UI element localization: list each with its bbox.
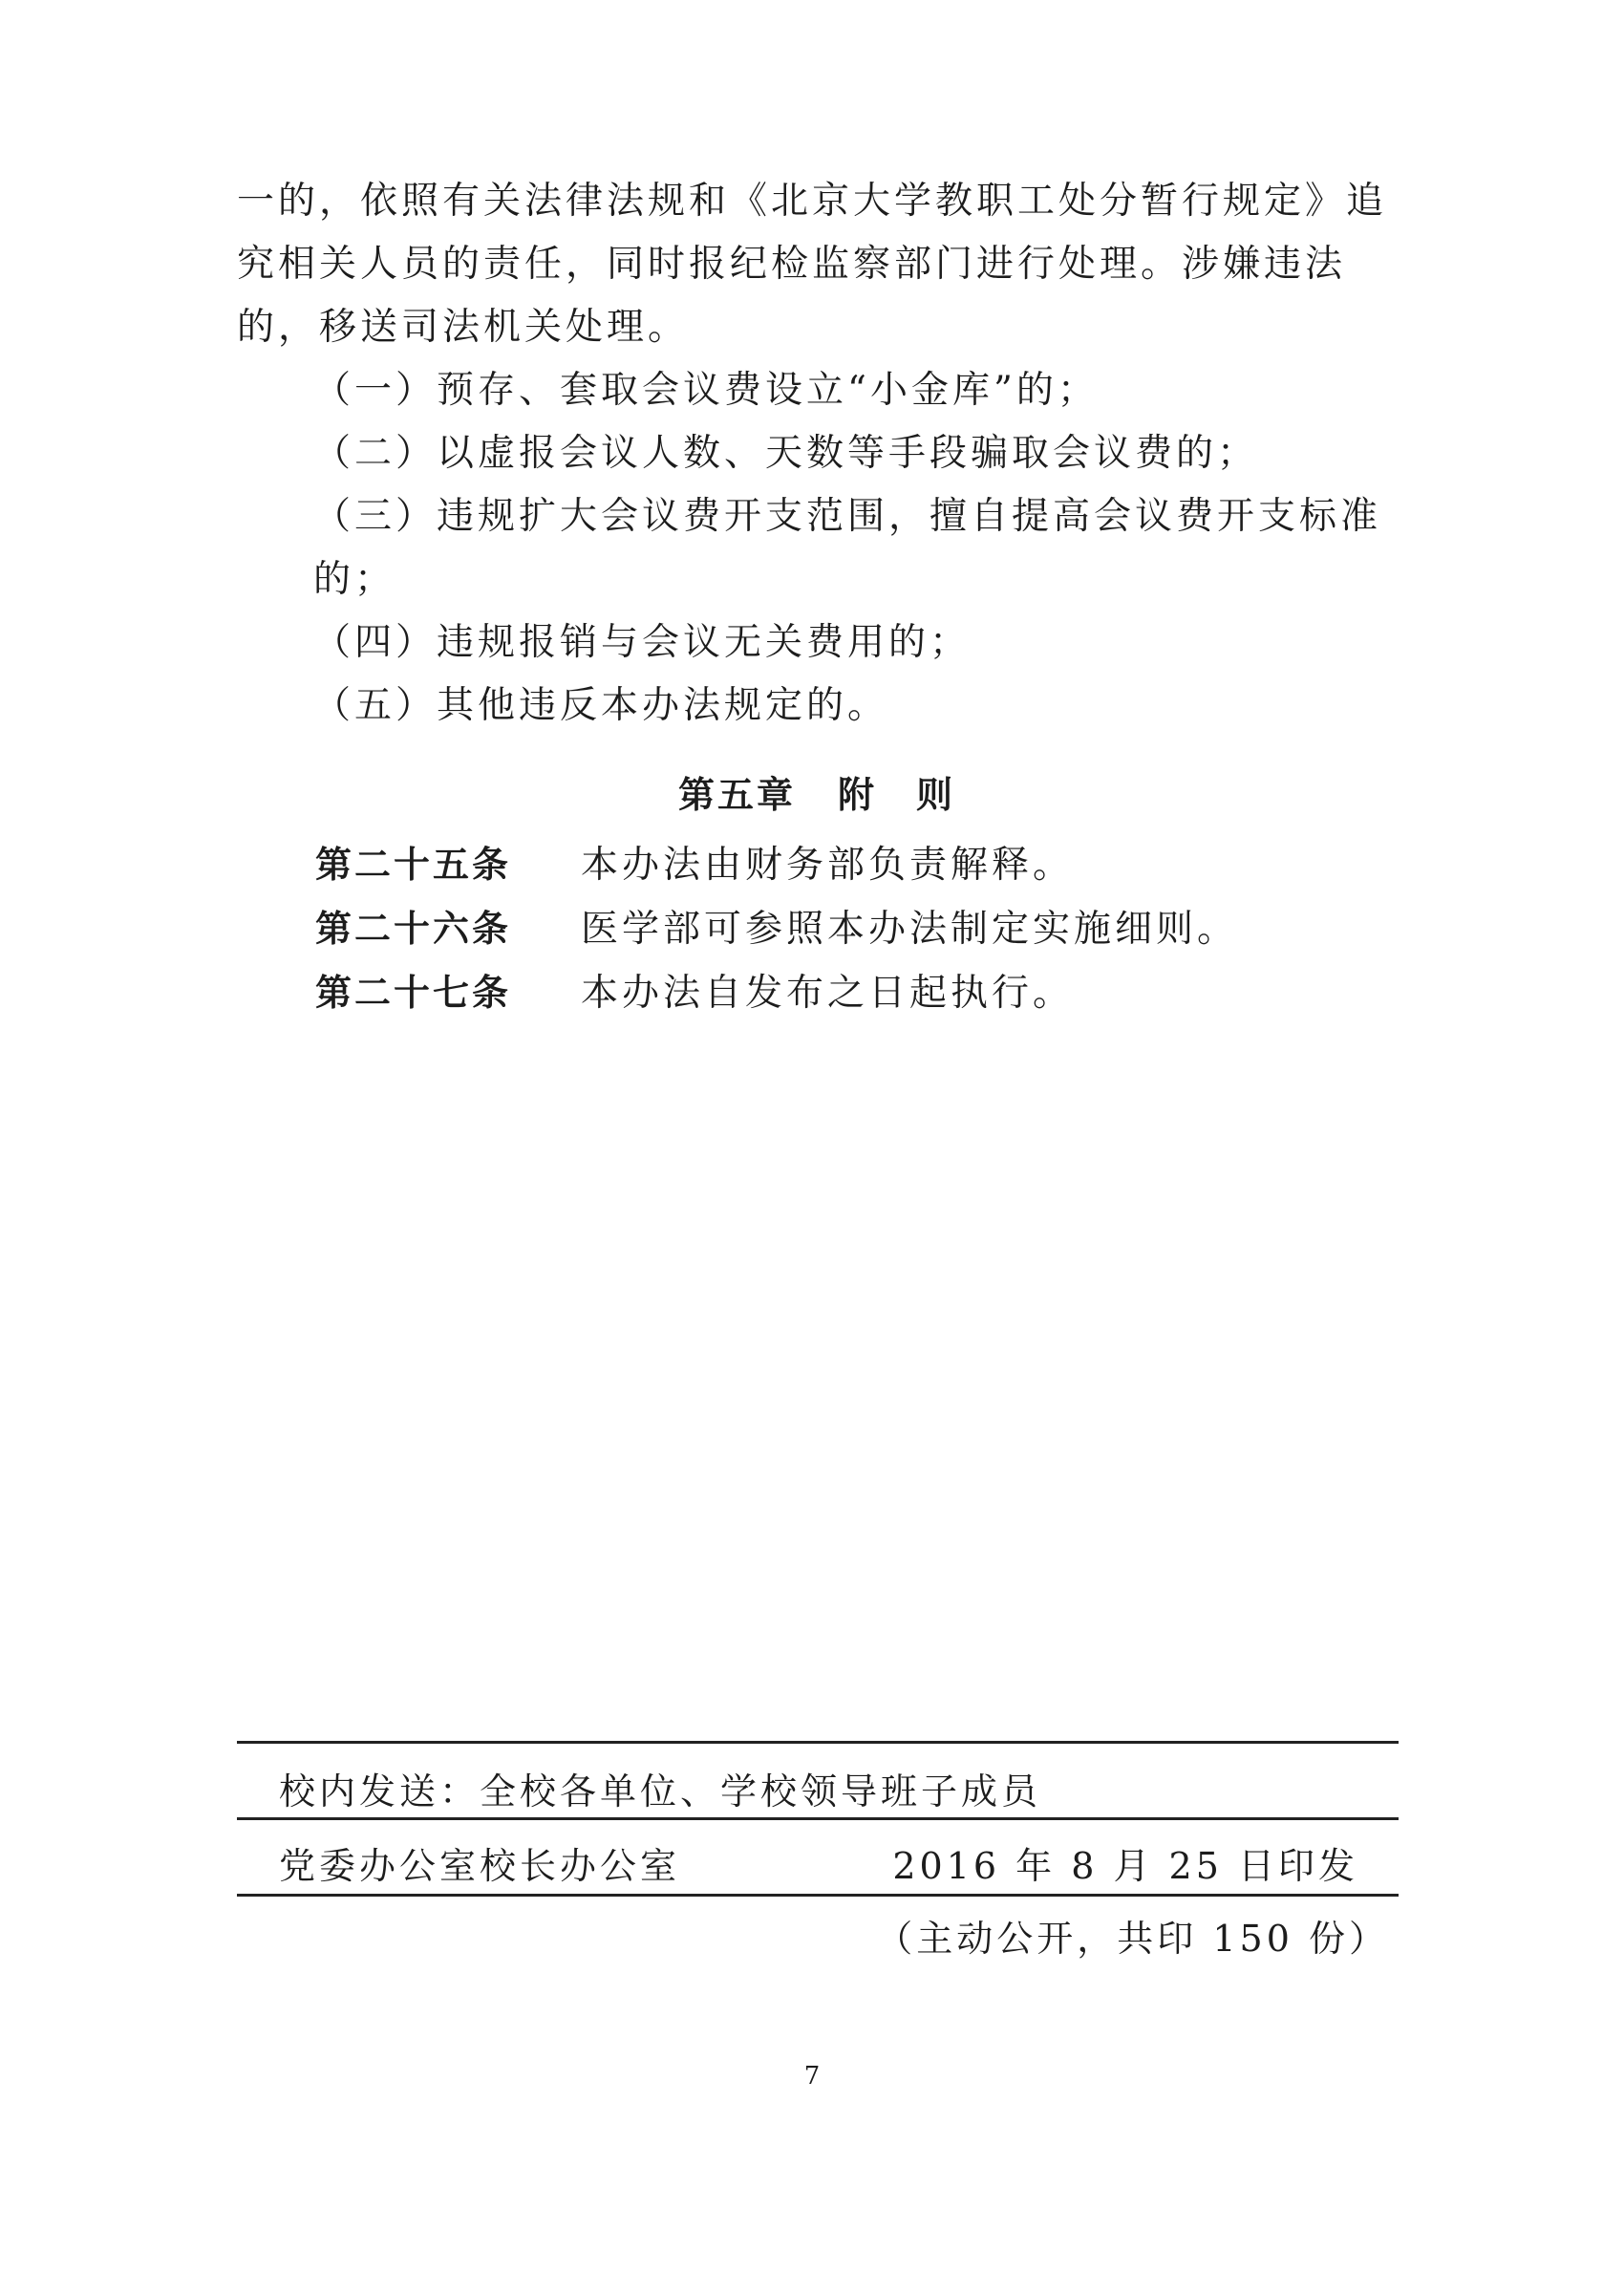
article-25 xyxy=(237,833,1397,897)
article-number: 第二十六条 xyxy=(315,908,512,950)
list-item-5: （五）其他违反本办法规定的。 xyxy=(313,684,889,727)
chapter-heading xyxy=(237,757,1397,833)
distribution-line: 校内发送：全校各单位、学校领导班子成员 xyxy=(279,1770,1042,1813)
print-note: （主动公开，共印 150 份） xyxy=(876,1918,1389,1960)
article-text: 本办法由财务部负责解释。 xyxy=(581,844,1075,887)
issuer: 党委办公室校长办公室 xyxy=(279,1845,681,1887)
issue-date: 2016 年 8 月 25 日印发 xyxy=(892,1845,1358,1887)
article-text: 医学部可参照本办法制定实施细则。 xyxy=(581,908,1239,951)
body-text xyxy=(237,170,1397,1025)
article-26 xyxy=(237,897,1397,961)
footer-rule-bottom xyxy=(237,1894,1399,1897)
issuer-row xyxy=(279,1836,1358,1889)
chapter-number: 第五章 xyxy=(677,774,796,816)
list-item-1: （一）预存、套取会议费设立“小金库”的； xyxy=(313,369,1099,412)
list-item-3: （三）违规扩大会议费开支范围，擅自提高会议费开支标准的； xyxy=(313,495,1382,601)
article-text: 本办法自发布之日起执行。 xyxy=(581,972,1075,1015)
paragraph-continuation: 一的，依照有关法律法规和《北京大学教职工处分暂行规定》追究相关人员的责任，同时报纪检监察部门进行处理。涉嫌违法的，移送司法机关处理。 xyxy=(237,180,1388,349)
footer-rule-middle xyxy=(237,1817,1399,1820)
footer-rule-top xyxy=(237,1741,1399,1744)
chapter-title: 附 则 xyxy=(838,774,956,816)
article-number: 第二十五条 xyxy=(315,844,512,886)
list-item-2: （二）以虚报会议人数、天数等手段骗取会议费的； xyxy=(313,432,1259,475)
article-27 xyxy=(237,961,1397,1025)
article-number: 第二十七条 xyxy=(315,972,512,1014)
list-item-4: （四）违规报销与会议无关费用的； xyxy=(313,621,972,664)
page-number: 7 xyxy=(803,2062,821,2091)
